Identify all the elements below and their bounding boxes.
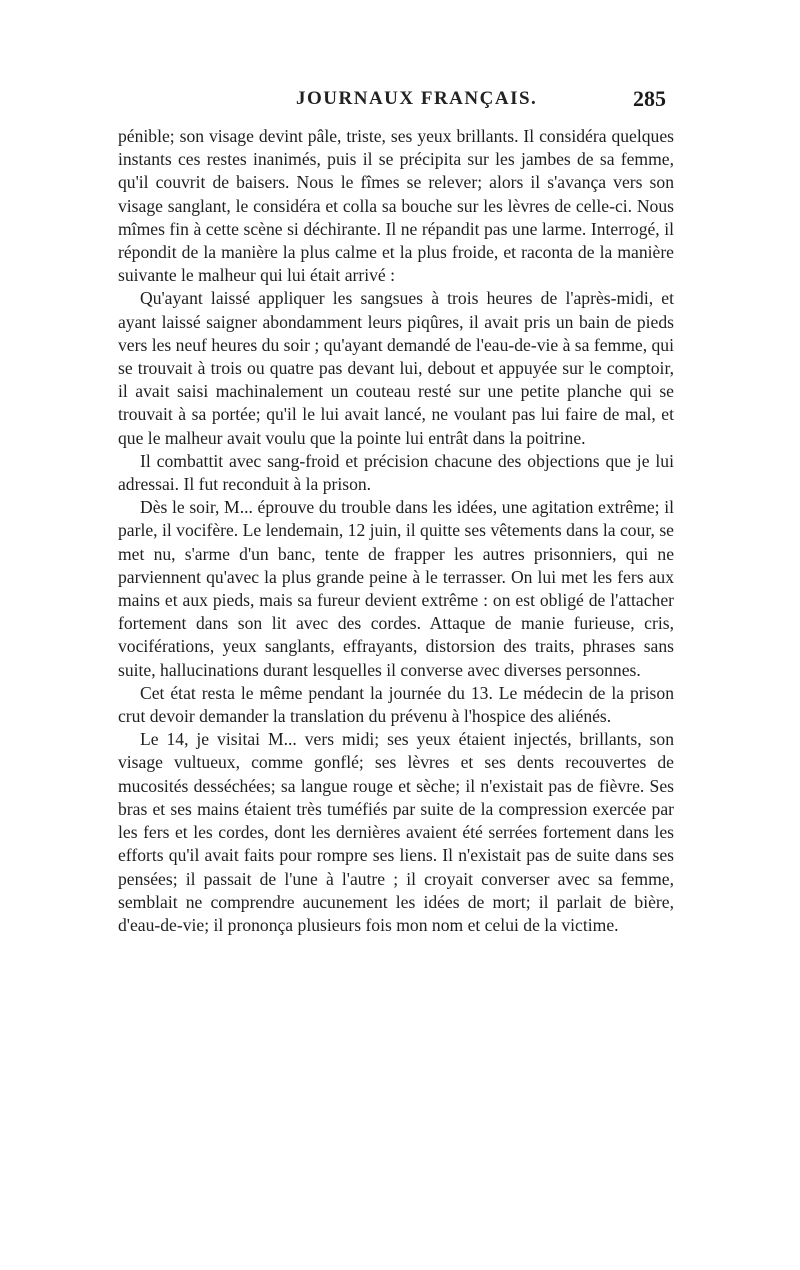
paragraph-objections: Il combattit avec sang-froid et précision chacune des objections que je lui adressai. Il fut reconduit à la prison. [118, 450, 674, 495]
paragraph-continuation: pénible; son visage devint pâle, triste, ses yeux brillants. Il considéra quelques instants ces restes inanimés, puis il se précipita sur les jambes de sa femme, qu'il couvrit de baisers. Nous le fîmes se relever; alors il s'avança vers son visage sanglant, le considéra et colla sa bouche sur les lèvres de celle-ci. Nous mîmes fin à cette scène si déchirante. Il ne répandit pas une larme. Interrogé, il répondit de la manière la plus calme et la plus froide, et raconta de la manière suivante le malheur qui lui était arrivé : [118, 126, 674, 286]
paragraph-agitation: Dès le soir, M... éprouve du trouble dans les idées, une agitation extrême; il parle, il vocifère. Le lendemain, 12 juin, il quitte ses vêtements dans la cour, se met nu, s'arme d'un banc, tente de frapper les autres prisonniers, qui ne parviennent qu'avec la plus grande peine à le terrasser. On lui met les fers aux mains et aux pieds, mais sa fureur devient extrême : on est obligé de l'attacher fortement dans son lit avec des cordes. Attaque de manie furieuse, cris, vociférations, yeux sanglants, effrayants, distorsion des traits, phrases sans suite, hallucinations durant lesquelles il converse avec diverses personnes. [118, 497, 674, 680]
body-text [118, 125, 674, 937]
page-number: 285 [633, 86, 666, 111]
page-header [118, 88, 674, 116]
paragraph-visit: Le 14, je visitai M... vers midi; ses yeux étaient injectés, brillants, son visage vultueux, comme gonflé; ses lèvres et ses dents recouvertes de mucosités desséchées; sa langue rouge et sèche; il n'existait pas de fièvre. Ses bras et ses mains étaient très tuméfiés par suite de la compression exercée par les fers et les cordes, dont les dernières avaient été serrées fortement dans les efforts qu'il avait faits pour rompre ses liens. Il n'existait pas de suite dans ses pensées; il passait de l'une à l'autre ; il croyait converser avec sa femme, semblait ne comprendre aucunement les idées de mort; il parlait de bière, d'eau-de-vie; il prononça plusieurs fois mon nom et celui de la victime. [118, 729, 674, 935]
paragraph-testimony: Qu'ayant laissé appliquer les sangsues à trois heures de l'après-midi, et ayant laissé saigner abondamment leurs piqûres, il avait pris un bain de pieds vers les neuf heures du soir ; qu'ayant demandé de l'eau-de-vie à sa femme, qui se trouvait à trois ou quatre pas devant lui, debout et appuyée sur le comptoir, il avait saisi machinalement un couteau resté sur une petite planche qui se trouvait à sa portée; qu'il le lui avait lancé, ne voulant pas lui faire de mal, et que le malheur avait voulu que la pointe lui entrât dans la poitrine. [118, 288, 674, 448]
paragraph-transfer: Cet état resta le même pendant la journée du 13. Le médecin de la prison crut devoir demander la translation du prévenu à l'hospice des aliénés. [118, 682, 674, 727]
running-title: JOURNAUX FRANÇAIS. [296, 88, 538, 109]
